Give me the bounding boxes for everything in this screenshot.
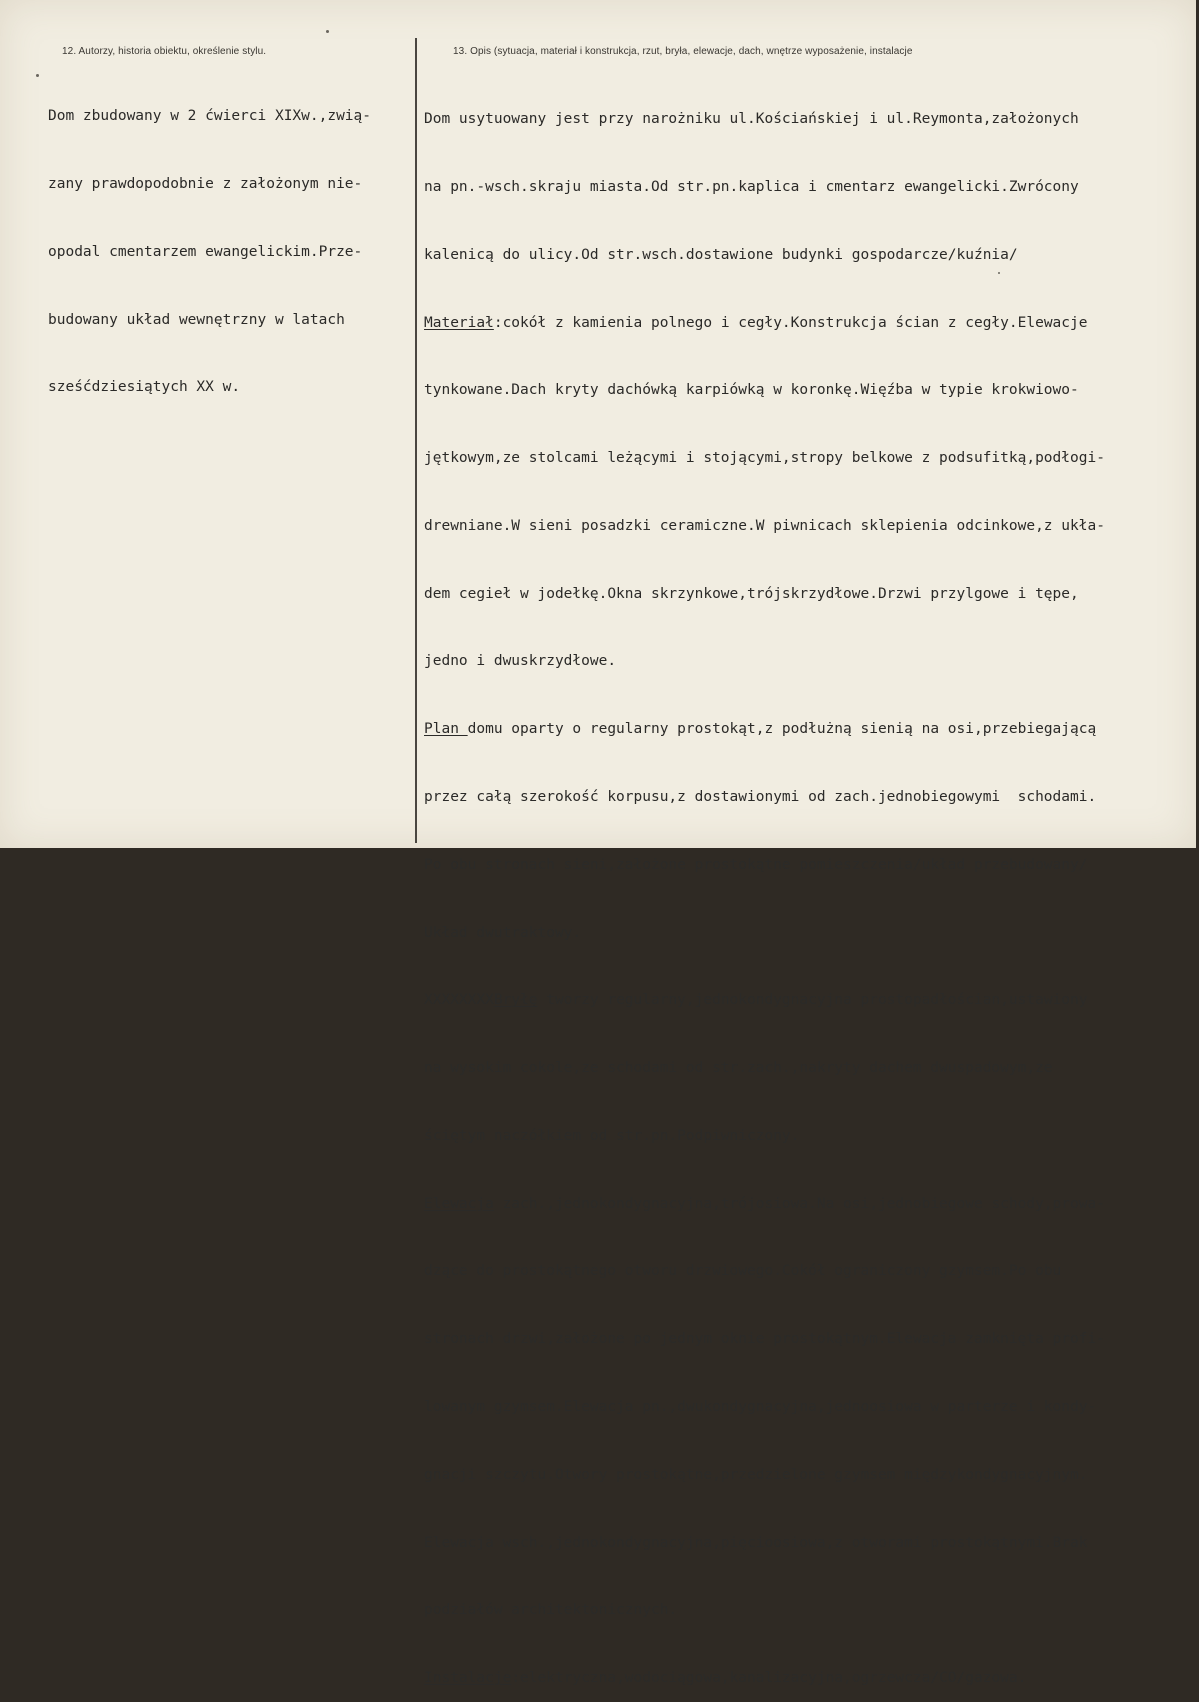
description-line: gnacji szczytu.Otwory prostokątne,przedzielone gzymsem międzykondygnacyjnym.: [424, 1466, 1088, 1483]
description-line: na pn.-wsch.skraju miasta.Od str.pn.kaplica i cmentarz ewangelicki.Zwrócony: [424, 178, 1079, 195]
description-line: jętkowym,ze stolcami leżącymi i stojącymi,stropy belkowe z podsufitką,podłogi-: [424, 450, 1105, 467]
history-line: budowany układ wewnętrzny w latach: [48, 311, 345, 328]
description-line: podziałów architektonicznych.: [424, 1602, 678, 1619]
column-divider: [415, 38, 417, 843]
left-column-header: 12. Autorzy, historia obiektu, określenie stylu.: [62, 46, 267, 57]
history-line: Dom zbudowany w 2 ćwierci XIXw.,zwią-: [48, 108, 372, 125]
description-line: [424, 989, 1105, 1012]
section-label-elewacja: Elewacja: [424, 1195, 494, 1212]
paper-speck: [998, 272, 1000, 274]
struck-out-text: XXXXXXXX: [424, 992, 494, 1009]
description-line-text: :cokół z kamienia polnego i cegły.Konstrukcja ścian z cegły.Elewacje: [493, 314, 1088, 331]
description-line: [424, 718, 1105, 741]
description-text: [424, 63, 1105, 1702]
description-line-text: zach.,jednokondygnacyjna,trójosiowa.Na osi,jednobiegowe schody,prowa-: [493, 1195, 1105, 1212]
description-line-text: domu oparty o regularny prostokąt,z podłużną sienią na osi,przebiegającą: [467, 721, 1097, 738]
history-line: zany prawdopodobnie z założonym nie-: [48, 175, 363, 192]
section-label-instalacje: Instalacje: [424, 1670, 512, 1687]
history-text: [48, 60, 371, 444]
description-line: drewniane.W sieni posadzki ceramiczne.W piwnicach sklepienia odcinkowe,z ukła-: [424, 517, 1105, 534]
description-line: Po obu stronach sieni,założone prostokątne pomieszczenia/układ przebudowany/: [424, 856, 1088, 873]
description-line: [424, 1193, 1105, 1216]
history-line: opodal cmentarzem ewangelickim.Prze-: [48, 243, 363, 260]
description-line: Układ dwutraktowy.: [424, 924, 582, 941]
description-line: przez całą szerokość korpusu,z dostawionymi od zach.jednobiegowymi schodami.: [424, 789, 1097, 805]
description-line: ściętym naczółkiem od str.pn.Podpiwniczony.: [424, 1127, 800, 1144]
paper-speck: [36, 74, 39, 77]
description-line: tynkowane.Dach kryty dachówką karpiówką w koronkę.Więźba w typie krokwiowo-: [424, 382, 1079, 399]
description-line: jedno i dwuskrzydłowe.: [424, 653, 617, 670]
paper-speck: [326, 30, 329, 33]
section-label-material: Materiał: [424, 314, 494, 331]
history-line: sześćdziesiątych XX w.: [48, 379, 241, 396]
description-line: dzące do prostokątnego otworu drzwiowego.Cokół ograniczony gzymsem.Po obu: [424, 1263, 1062, 1280]
description-line: lowanym gzymsem.Elewacja pn.,dwukondygnacyjna,jednoosiowa w parterze i kondy-: [424, 1399, 1097, 1416]
description-line: na wysokim cokole,ze schodami od str.zach.,nakryty dachem dwuspadowym,ze: [424, 1060, 1053, 1077]
description-line: [424, 1667, 1105, 1690]
description-line-text: tworzy regularny,jednokondygnacyjna prostopadłościan,ustawiony: [537, 992, 1088, 1009]
section-label-bryla: Bryłę: [493, 992, 538, 1009]
description-line: kalenicą do ulicy.Od str.wsch.dostawione budynki gospodarcze/kuźnia/: [424, 246, 1018, 263]
right-column-header: 13. Opis (sytuacja, materiał i konstrukcja, rzut, bryła, elewacje, dach, wnętrze wyposażenie, instalacje: [453, 46, 913, 57]
description-line: Elewacja wsch.,jednokondygnacyjna,pięcioosiowa,z otworami prostokątnymi.Brak: [424, 1534, 1088, 1551]
description-line: [424, 312, 1105, 335]
description-line-text: :elektryczna,wodociągowa,kanalizacyjna,ogrzewcza/CO/gazowa.: [511, 1670, 1027, 1687]
description-line: dem cegieł w jodełkę.Okna skrzynkowe,trójskrzydłowe.Drzwi przylgowe i tępe,: [424, 585, 1079, 602]
section-label-plan: Plan: [424, 721, 468, 738]
description-line: Dom usytuowany jest przy narożniku ul.Kościańskiej i ul.Reymonta,założonych: [424, 111, 1079, 128]
description-line: stronach drzwi,założone po jednym oknie prostokątnym.Elewacja zamknięta profi-: [424, 1331, 1105, 1348]
